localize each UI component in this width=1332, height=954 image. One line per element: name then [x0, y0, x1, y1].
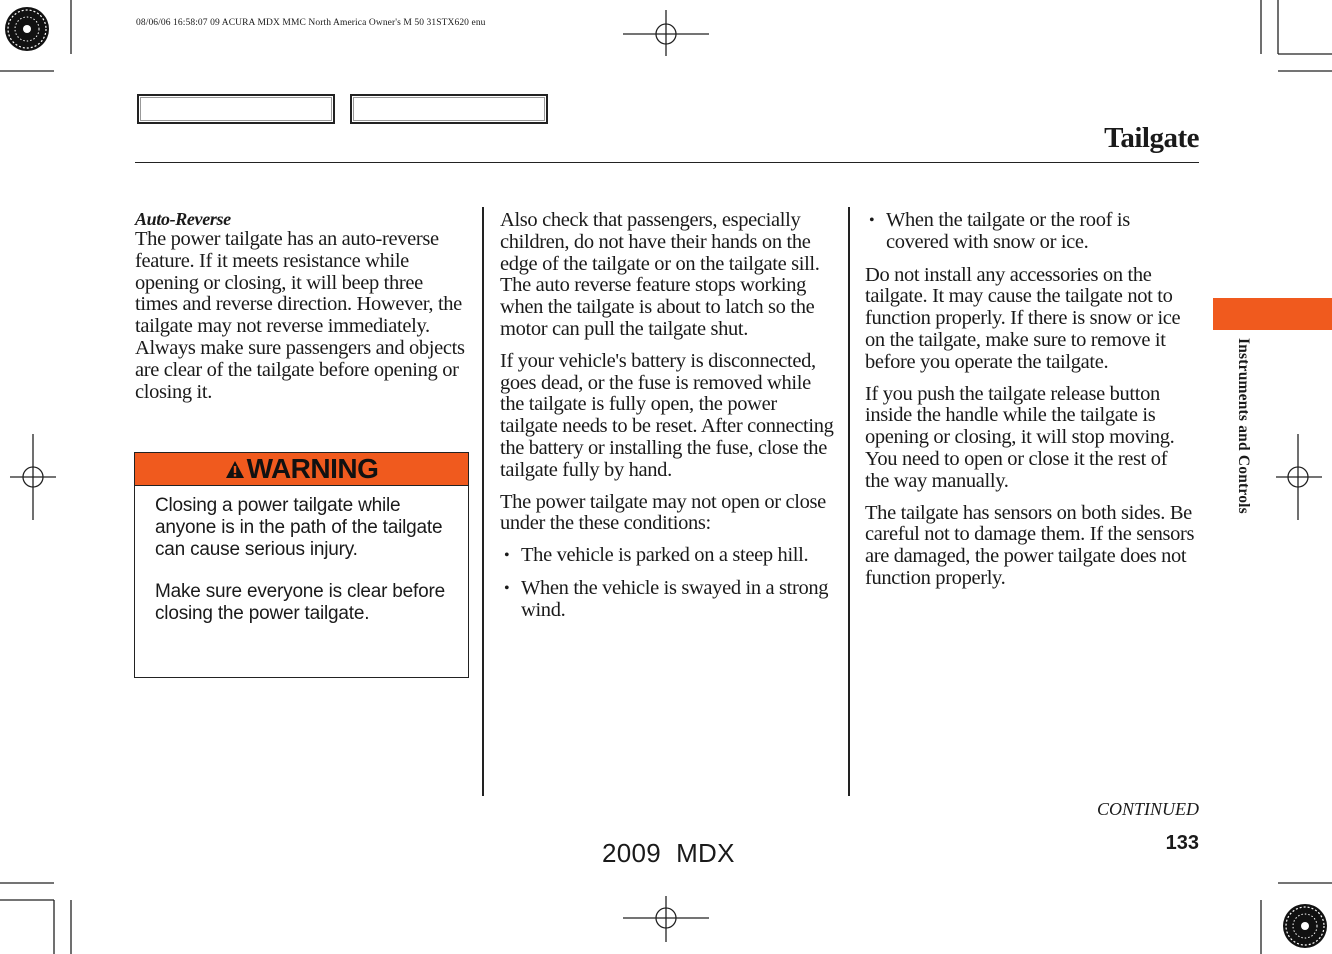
header-rule	[135, 162, 1199, 163]
paragraph: If you push the tailgate release button inside the handle while the tailgate is opening or closing, it will stop moving. You need to open or close it the rest of the way manually.	[865, 382, 1175, 492]
warning-box	[134, 452, 469, 678]
paragraph: If your vehicle's battery is disconnected, goes dead, or the fuse is removed while the tailgate is fully open, the power tailgate needs to be reset. After connecting the battery or installing the fuse, close the tailgate fully by hand.	[500, 349, 834, 481]
column-divider	[848, 207, 850, 796]
print-info: 08/06/06 16:58:07 09 ACURA MDX MMC North America Owner's M 50 31STX620 enu	[136, 18, 486, 28]
warning-body	[135, 486, 468, 625]
starburst-target-bottom-right	[1283, 904, 1327, 948]
paragraph: The power tailgate may not open or close under the these conditions:	[500, 490, 826, 535]
paragraph: Do not install any accessories on the tailgate. It may cause the tailgate not to function properly. If there is snow or ice on the tailgate, make sure to remove it before you operate the tailgate.	[865, 263, 1181, 373]
continued-label: CONTINUED	[1096, 799, 1199, 819]
section-tab	[1213, 298, 1332, 330]
page-title: Tailgate	[1104, 122, 1199, 154]
section-label: Instruments and Controls	[1235, 338, 1252, 514]
footer-model: 2009 MDX	[602, 838, 735, 868]
paragraph-auto-reverse: The power tailgate has an auto-reverse feature. If it meets resistance while opening or closing, it will beep three times and reverse direction. However, the tailgate may not reverse immediately. Always make sure passengers and objects are clear of the tailgate before opening or closing it.	[135, 228, 465, 403]
starburst-target-top-left	[5, 7, 49, 51]
warning-paragraph: Closing a power tailgate while anyone is in the path of the tailgate can cause serious injury.	[155, 495, 443, 560]
subheading-auto-reverse: Auto-Reverse	[135, 209, 231, 229]
column-2	[500, 210, 834, 633]
column-1	[135, 209, 469, 413]
warning-paragraph: Make sure everyone is clear before closing the power tailgate.	[155, 581, 445, 624]
warning-label: WARNING	[246, 453, 379, 484]
column-divider	[482, 207, 484, 796]
bullet-item: • When the tailgate or the roof is covered with snow or ice.	[865, 210, 1195, 254]
header-tab-box-1	[137, 94, 335, 124]
bullet-item: • When the vehicle is swayed in a strong wind.	[500, 578, 834, 622]
paragraph: Also check that passengers, especially children, do not have their hands on the edge of the tailgate or on the tailgate sill. The auto reverse feature stops working when the tailgate is about to latch so the motor can pull the tailgate shut.	[500, 209, 820, 340]
page-number: 133	[1165, 832, 1199, 854]
warning-header	[135, 453, 468, 486]
warning-triangle-icon	[225, 460, 245, 479]
header-tab-box-2	[350, 94, 548, 124]
bullet-item: • The vehicle is parked on a steep hill.	[500, 545, 834, 567]
paragraph: The tailgate has sensors on both sides. Be careful not to damage them. If the sensors are damaged, the power tailgate does not function properly.	[865, 501, 1195, 589]
column-3	[865, 210, 1195, 600]
